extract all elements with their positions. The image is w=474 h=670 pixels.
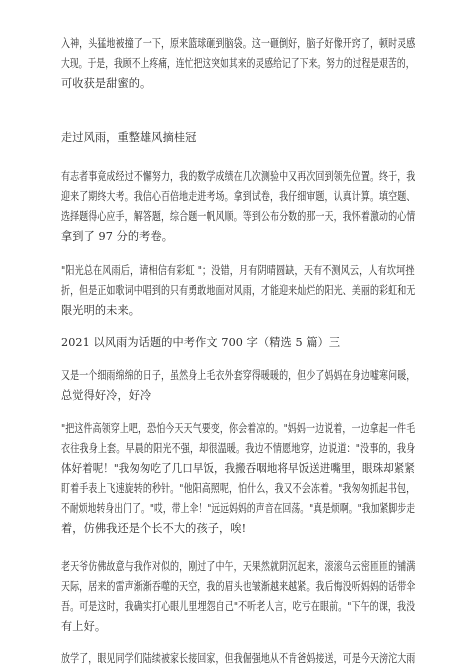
paragraph-line: 又是一个细雨绵绵的日子，虽然身上毛衣外套穿得暖暖的，但少了妈妈在身边嘘寒问暖， [61, 369, 416, 382]
paragraph-line: 放学了，眼见同学们陆续被家长接回家，但我倔强地从不肯爸妈接送，可是今天滂沱大雨 [61, 652, 416, 665]
paragraph-line: 限光明的未来。 [61, 304, 141, 317]
paragraph-line: "阳光总在风雨后，请相信有彩虹 "；没错，月有阴晴圆缺，天有不测风云，人有坎坷挫 [61, 264, 415, 277]
paragraph-line: 老天爷仿佛故意与我作对似的，刚过了中午，天果然就阴沉起来，滚滚乌云密匝匝的铺满 [61, 560, 416, 573]
paragraph-line: 吾。可是这时，我确实打心眼儿里埋怨自己"不听老人言，吃亏在眼前。"下午的课，我没 [61, 600, 416, 613]
paragraph-line: 盯着手表上飞速旋转的秒针。"他阳高照呢，怕什么，我又不会冻着。"我匆匆抓起书包， [61, 482, 416, 495]
section-heading: 走过风雨，重整雄风摘桂冠 [61, 131, 197, 144]
paragraph-line: "把这件高领穿上吧，恐怕今天天气要变，你会着凉的。"妈妈一边说着，一边拿起一件毛 [61, 422, 416, 435]
paragraph-line: 选择题得心应手，解答题，综合题一帆风顺。等到公布分数的那一天，我怀着激动的心情 [61, 210, 416, 223]
paragraph-line: 拿到了 97 分的考卷。 [61, 230, 174, 243]
paragraph-line: 不耐烦地转身出门了。"哎，带上伞！"远远妈妈的声音在回荡。"真是烦啊。"我加紧脚步走 [61, 502, 416, 515]
paragraph-line: 天际，居来的雷声渐渐吞噬的天空，我的眉头也皱渐越来越紧。我后悔没听妈妈的话带伞 [61, 580, 416, 593]
paragraph-line: 可收获是甜蜜的。 [61, 77, 152, 90]
paragraph-line: 迎来了期终大考。我信心百倍地走进考场。拿到试卷，我仔细审题，认真计算。填空题、 [61, 190, 416, 203]
paragraph-line: 大现。于是，我顾不上疼痛，连忙把这突如其来的灵感给记了下来。努力的过程是艰苦的， [61, 57, 415, 70]
paragraph-line: 有上好。 [61, 620, 107, 633]
paragraph-line: 总觉得好冷，好冷 [61, 389, 152, 402]
paragraph-line: 着，仿佛我还是个长不大的孩子，唉! [61, 522, 247, 535]
paragraph-line: 衣往我身上套。早晨的阳光不强，却很温暖。我边不情愿地穿，边说道："没事的，我身 [61, 442, 416, 455]
paragraph-line: 有志者事竟成经过不懈努力，我的数学成绩在几次测验中又再次回到领先位置。终于，我 [61, 170, 416, 183]
article-title: 2021 以风雨为话题的中考作文 700 字（精选 5 篇）三 [61, 336, 341, 349]
paragraph-line: 入神，头猛地被撞了一下，原来篮球砸到脑袋。这一砸倒好，脑子好像开窍了，顿时灵感 [61, 37, 416, 50]
paragraph-line: 折，但是正如歌词中唱到的只有勇敢地面对风雨，才能迎来灿烂的阳光、美丽的彩虹和无 [61, 284, 416, 297]
paragraph-line: 体好着呢！"我匆匆吃了几口早饭，我搬吞咽地将早饭送进嘴里，眼珠却紧紧 [61, 462, 415, 475]
